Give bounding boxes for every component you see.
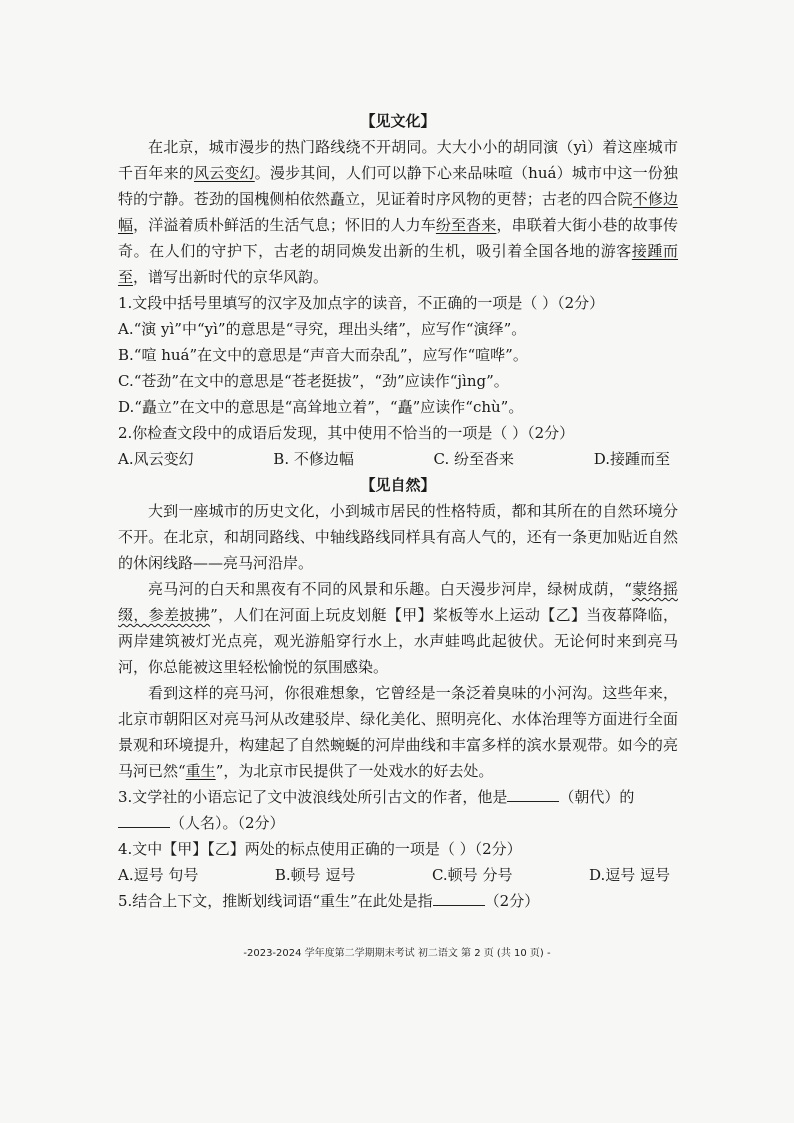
idiom-underlined: 纷至沓来 <box>435 216 497 234</box>
question-1-option-d: D.“矗立”在文中的意思是“高耸地立着”，“矗”应读作“chù”。 <box>118 398 524 416</box>
quote-wavy-underlined: 蒙络摇缀，参差披拂 <box>118 580 678 624</box>
section-heading-culture: 【见文化】 <box>360 112 436 130</box>
question-2-options <box>118 446 678 472</box>
passage-text: ”，为北京市民提供了一处戏水的好去处。 <box>215 762 494 780</box>
question-4-stem: 4.文中【甲】【乙】两处的标点使用正确的一项是（ ）（2分） <box>118 840 522 858</box>
idiom-underlined: 接踵而至 <box>118 242 678 286</box>
question-2-option-a: A.风云变幻 <box>118 450 194 468</box>
answer-blank[interactable] <box>507 784 559 802</box>
question-2-stem: 2.你检查文段中的成语后发现，其中使用不恰当的一项是（ ）（2分） <box>118 424 575 442</box>
question-1-stem: 1.文段中括号里填写的汉字及加点字的读音，不正确的一项是（ ）（2分） <box>118 294 605 312</box>
question-4-option-c: C.顿号 分号 <box>431 866 513 884</box>
question-4-option-d: D.逗号 逗号 <box>588 866 670 884</box>
question-4-options <box>118 862 678 888</box>
idiom-underlined: 不修边幅 <box>118 190 678 234</box>
question-3-text: 3.文学社的小语忘记了文中波浪线处所引古文的作者，他是 <box>118 788 508 806</box>
question-2-option-b: B. 不修边幅 <box>273 450 354 468</box>
passage-text: ，谱写出新时代的京华风韵。 <box>133 268 329 286</box>
passage-nature-2 <box>118 576 678 680</box>
passage-text: 。漫步其间，人们可以静下心来品味喧（huá）城市中这一份独特的宁静。苍劲的国槐侧柏依然矗立，见证着时序风物的更替；古老的四合院 <box>118 164 678 208</box>
section-heading-nature: 【见自然】 <box>360 476 436 494</box>
question-1-option-a: A.“演 yì”中“yì”的意思是“寻究，理出头绪”，应写作“演绎”。 <box>118 320 527 338</box>
passage-text: ，串联着大街小巷的故事传奇。在人们的守护下，古老的胡同焕发出新的生机，吸引着全国各地的游客 <box>118 216 678 260</box>
passage-nature-1: 大到一座城市的历史文化，小到城市居民的性格特质，都和其所在的自然环境分不开。在北京，和胡同路线、中轴线路线同样具有高人气的，还有一条更加贴近自然的休闲线路——亮马河沿岸。 <box>118 502 678 572</box>
passage-text: 亮马河的白天和黑夜有不同的风景和乐趣。白天漫步河岸，绿树成荫，“ <box>148 580 632 598</box>
word-underlined: 重生 <box>185 762 216 780</box>
passage-nature-3 <box>118 680 678 784</box>
passage-text: ，洋溢着质朴鲜活的生活气息；怀旧的人力车 <box>133 216 436 234</box>
question-3-cont <box>118 810 678 836</box>
answer-blank[interactable] <box>118 810 170 828</box>
question-5-text: 5.结合上下文，推断划线词语“重生”在此处是指 <box>118 892 433 910</box>
question-1-option-b: B.“喧 huá”在文中的意思是“声音大而杂乱”，应写作“喧哗”。 <box>118 346 528 364</box>
passage-text: ”，人们在河面上玩皮划艇【甲】桨板等水上运动【乙】当夜幕降临，两岸建筑被灯光点亮，观光游船穿行水上，水声蛙鸣此起彼伏。无论何时来到亮马河，你总能被这里轻松愉悦的氛围感染。 <box>118 606 678 676</box>
question-3 <box>118 784 678 810</box>
passage-text: 看到这样的亮马河，你很难想象，它曾经是一条泛着臭味的小河沟。这些年来，北京市朝阳区对亮马河从改建驳岸、绿化美化、照明亮化、水体治理等方面进行全面景观和环境提升，构建起了自然蜿蜒的河岸曲线和丰富多样的滨水景观带。如今的亮马河已然“ <box>118 684 678 780</box>
passage-text: 在北京，城市漫步的热门路线绕不开胡同。大大小小的胡同演（yì）着这座城市千百年来的 <box>118 138 678 182</box>
question-3-text: （人名）。（2分） <box>170 814 285 832</box>
question-5-text: （2分） <box>484 892 540 910</box>
page-footer: -2023-2024 学年度第二学期期末考试 初二语文 第 2 页 (共 10 页) - <box>243 948 551 959</box>
idiom-underlined: 风云变幻 <box>193 164 255 182</box>
question-4-option-a: A.逗号 句号 <box>118 866 199 884</box>
question-2-option-c: C. 纷至沓来 <box>433 450 515 468</box>
answer-blank[interactable] <box>433 888 485 906</box>
passage-culture <box>118 134 678 290</box>
page-content <box>118 108 678 914</box>
question-1-option-c: C.“苍劲”在文中的意思是“苍老挺拔”，“劲”应读作“jìng”。 <box>118 372 509 390</box>
question-3-text: （朝代）的 <box>559 788 635 806</box>
question-2-option-d: D.接踵而至 <box>593 450 670 468</box>
question-4-option-b: B.顿号 逗号 <box>274 866 356 884</box>
question-5 <box>118 888 678 914</box>
